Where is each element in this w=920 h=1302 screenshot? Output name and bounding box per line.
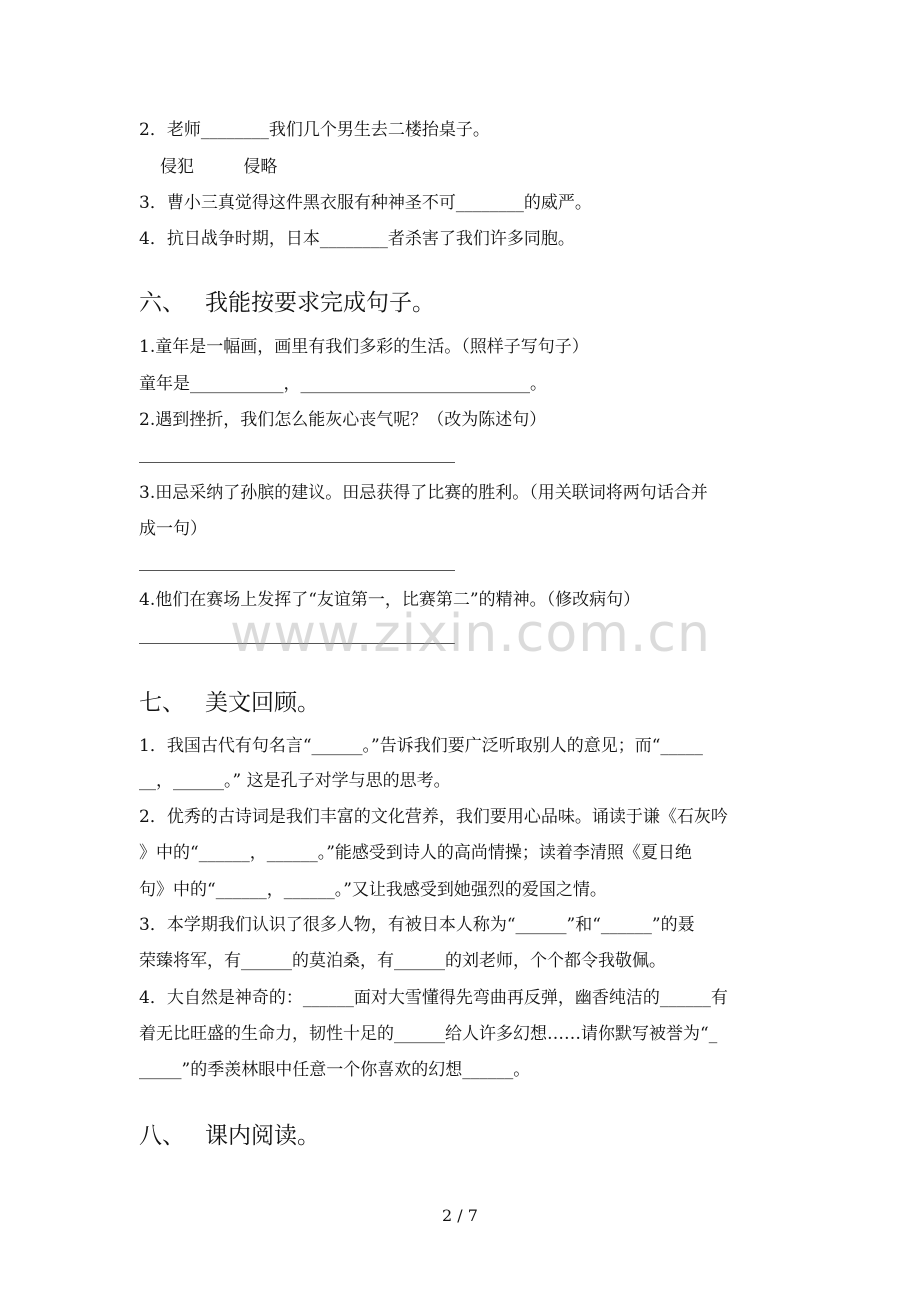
section-6-title: 我能按要求完成句子。 [205,290,435,316]
option-2: 侵略 [243,157,278,177]
section-8-heading [139,1122,320,1150]
question-6-1: 1.童年是一幅画，画里有我们多彩的生活。（照样子写句子） [139,337,589,357]
question-5-2: 2．老师________我们几个男生去二楼抬桌子。 [139,120,490,140]
question-7-4-line-3: _____”的季羡林眼中任意一个你喜欢的幻想______。 [139,1060,531,1080]
question-6-3-line-1: 3.田忌采纳了孙膑的建议。田忌获得了比赛的胜利。（用关联词将两句话合并 [139,483,708,503]
section-8-number: 八、 [139,1123,185,1149]
answer-line-6-2 [139,462,455,463]
section-8-title: 课内阅读。 [205,1123,320,1149]
question-6-4: 4.他们在赛场上发挥了“友谊第一，比赛第二”的精神。（修改病句） [139,590,641,610]
question-7-3-line-1: 3．本学期我们认识了很多人物，有被日本人称为“______”和“______”的聂 [139,915,695,935]
watermark: www.zixin.com.cn [230,604,711,664]
question-6-1-answer: 童年是___________，___________________________。 [139,374,547,394]
question-7-1-line-2: __，______。” 这是孔子对学与思的思考。 [139,771,451,791]
section-7-heading [139,689,320,717]
question-5-4: 4．抗日战争时期，日本________者杀害了我们许多同胞。 [139,229,575,249]
section-7-title: 美文回顾。 [205,690,320,716]
section-6-number: 六、 [139,290,185,316]
question-7-2-line-1: 2．优秀的古诗词是我们丰富的文化营养，我们要用心品味。诵读于谦《石灰吟 [139,807,728,827]
question-7-4-line-1: 4．大自然是神奇的：______面对大雪懂得先弯曲再反弹，幽香纯洁的______有 [139,988,728,1008]
section-7-number: 七、 [139,690,185,716]
question-7-4-line-2: 着无比旺盛的生命力，韧性十足的______给人许多幻想……请你默写被誉为“_ [139,1024,718,1044]
question-6-2: 2.遇到挫折，我们怎么能灰心丧气呢？（改为陈述句） [139,410,547,430]
answer-line-6-3 [139,570,455,571]
question-5-3: 3．曹小三真觉得这件黑衣服有种神圣不可________的威严。 [139,193,592,213]
question-7-1-line-1: 1．我国古代有句名言“______。”告诉我们要广泛听取别人的意见；而“_____ [139,736,703,756]
question-6-3-line-2: 成一句） [139,519,207,539]
page-number: 2 / 7 [442,1206,478,1225]
question-7-2-line-3: 句》中的“______，______。”又让我感受到她强烈的爱国之情。 [139,880,607,900]
question-7-3-line-2: 荣臻将军，有______的莫泊桑，有______的刘老师，个个都令我敬佩。 [139,951,666,971]
question-7-2-line-2: 》中的“______，______。”能感受到诗人的高尚情操；读着李清照《夏日绝 [139,843,692,863]
options-5-2 [160,157,321,177]
option-1: 侵犯 [160,157,194,177]
section-6-heading [139,289,435,317]
